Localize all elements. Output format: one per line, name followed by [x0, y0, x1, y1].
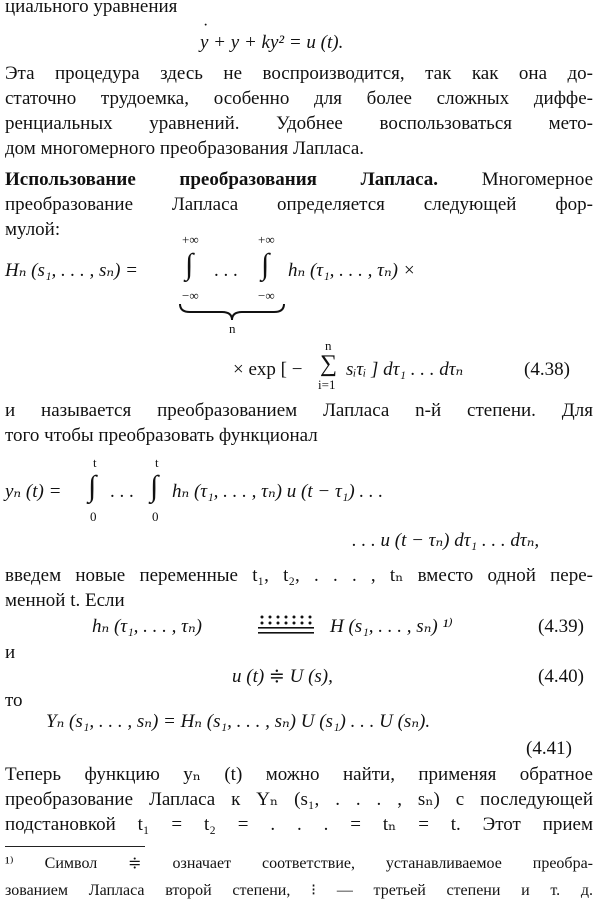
eq438-line2: × exp [ −: [233, 359, 303, 380]
eq438-upper-limit: +∞: [258, 232, 275, 247]
eq438-lhs: Hₙ (s₁, . . . , sₙ) =: [5, 260, 138, 281]
paragraph-heading-line: [5, 167, 593, 193]
yn-lower-limit: 0: [90, 509, 97, 524]
footnote-line: зованием Лапласа второй степени, ⁝ — третьей степени и т. д.: [5, 882, 593, 899]
text-line: Теперь функцию yₙ (t) можно найти, применяя обратное: [5, 764, 593, 785]
sum-top: n: [325, 338, 332, 353]
integral-sign: ∫: [150, 470, 159, 503]
yn-lower-limit: 0: [152, 509, 159, 524]
integral-sign: ∫: [88, 470, 97, 503]
eq-number: (4.38): [524, 359, 570, 380]
yn-line2: . . . u (t − τₙ) dτ₁ . . . dτₙ,: [352, 530, 540, 551]
eq439-lhs: hₙ (τ₁, . . . , τₙ): [92, 616, 203, 637]
text-line: того чтобы преобразовать функционал: [5, 425, 318, 446]
text-line: мулой:: [5, 219, 61, 240]
sum-sign: ∑: [320, 351, 338, 377]
eq439-rhs: H (s₁, . . . , sₙ) ¹⁾: [330, 616, 453, 637]
yn-rhs: hₙ (τ₁, . . . , τₙ) u (t − τ₁) . . .: [172, 481, 384, 502]
dot-accent: ·: [203, 17, 209, 34]
footnote-rule: [5, 846, 145, 847]
equation-top: y + y + ky² = u (t).: [200, 32, 344, 53]
eq438-line2b: sᵢτᵢ ] dτ₁ . . . dτₙ: [346, 359, 464, 380]
text-line: подстановкой t₁ = t₂ = . . . = tₙ = t. Этот прием: [5, 814, 593, 835]
eq441: Yₙ (s₁, . . . , sₙ) = Hₙ (s₁, . . . , sₙ) U (s₁) . . . U (sₙ).: [46, 711, 431, 732]
footnote-line: ¹⁾ Символ ≑ означает соответствие, устанавливаемое преобра-: [5, 855, 593, 872]
text-line: дом многомерного преобразования Лапласа.: [5, 138, 364, 159]
text-line: и называется преобразованием Лапласа n-й степени. Для: [5, 400, 593, 421]
sum-bottom: i=1: [318, 377, 336, 392]
section-heading: Использование преобразования Лапласа.: [5, 169, 439, 190]
eq438-upper-limit: +∞: [182, 232, 199, 247]
text-line: статочно трудоемка, особенно для более сложных диффе-: [5, 88, 593, 109]
eq-number: (4.40): [538, 666, 584, 687]
yn-upper-limit: t: [93, 455, 97, 470]
text-line: циального уравнения: [5, 0, 178, 17]
yn-upper-limit: t: [155, 455, 159, 470]
integral-sign: ∫: [261, 248, 270, 281]
eq438-lower-limit: −∞: [182, 288, 199, 303]
yn-lhs: yₙ (t) =: [5, 481, 62, 502]
text-line: преобразование Лапласа определяется следующей фор-: [5, 194, 593, 215]
underbrace: [178, 302, 286, 322]
text-line: ренциальных уравнений. Удобнее воспользоваться мето-: [5, 113, 593, 134]
text-line: менной t. Если: [5, 590, 125, 611]
text-line: то: [5, 690, 23, 711]
text-line: и: [5, 642, 16, 663]
yn-dots: . . .: [110, 481, 134, 502]
eq440: u (t) ≑ U (s),: [232, 666, 333, 687]
text-span: Многомерное: [438, 169, 594, 190]
eq438-rhs: hₙ (τ₁, . . . , τₙ) ×: [288, 260, 416, 281]
text-line: Эта процедура здесь не воспроизводится, так как она до-: [5, 63, 593, 84]
integral-sign: ∫: [185, 248, 194, 281]
eq438-dots: . . .: [214, 260, 238, 281]
eq-number: (4.41): [526, 738, 572, 759]
correspondence-symbol: [256, 613, 316, 639]
eq438-lower-limit: −∞: [258, 288, 275, 303]
eq-number: (4.39): [538, 616, 584, 637]
text-line: преобразование Лапласа к Yₙ (s₁, . . . , sₙ) с последующей: [5, 789, 593, 810]
text-line: введем новые переменные t₁, t₂, . . . , tₙ вместо одной пере-: [5, 565, 593, 586]
eq438-n: n: [229, 321, 236, 336]
